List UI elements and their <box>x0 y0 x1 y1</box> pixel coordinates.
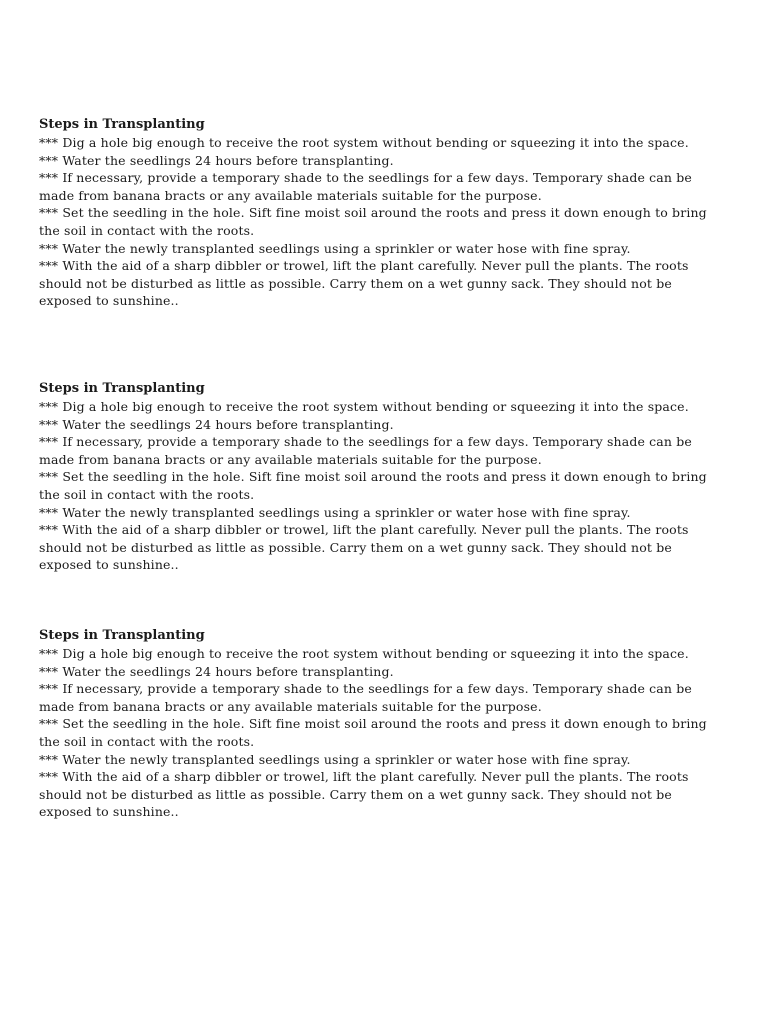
step-item: *** Set the seedling in the hole. Sift fine moist soil around the roots and press it down enough to bring the soil in contact with the roots. <box>39 469 707 502</box>
section-heading: Steps in Transplanting <box>39 117 205 132</box>
section-heading: Steps in Transplanting <box>39 381 205 396</box>
step-item: *** Water the newly transplanted seedlings using a sprinkler or water hose with fine spray. <box>39 240 631 256</box>
step-item: *** Water the seedlings 24 hours before transplanting. <box>39 416 394 432</box>
step-item: *** Water the newly transplanted seedlings using a sprinkler or water hose with fine spray. <box>39 504 631 520</box>
step-item: *** Dig a hole big enough to receive the root system without bending or squeezing it into the space. <box>39 646 689 661</box>
step-item: *** Set the seedling in the hole. Sift fine moist soil around the roots and press it down enough to bring the soil in contact with the roots. <box>39 716 707 749</box>
step-item: *** Dig a hole big enough to receive the root system without bending or squeezing it into the space. <box>39 135 689 150</box>
step-item: *** Water the newly transplanted seedlings using a sprinkler or water hose with fine spray. <box>39 751 631 767</box>
step-item: *** Set the seedling in the hole. Sift fine moist soil around the roots and press it down enough to bring the soil in contact with the roots. <box>39 205 707 238</box>
steps-list <box>39 645 719 821</box>
step-item: *** Dig a hole big enough to receive the root system without bending or squeezing it into the space. <box>39 399 689 414</box>
step-item: *** Water the seedlings 24 hours before transplanting. <box>39 152 394 168</box>
step-item: *** Water the seedlings 24 hours before transplanting. <box>39 663 394 679</box>
step-item: *** If necessary, provide a temporary shade to the seedlings for a few days. Temporary shade can be made from banana bracts or any available materials suitable for the purpose. <box>39 170 692 203</box>
transplanting-section-2 <box>39 380 719 574</box>
step-item: *** With the aid of a sharp dibbler or trowel, lift the plant carefully. Never pull the plants. The roots should not be disturbed as little as possible. Carry them on a wet gunny sack. They should not be exposed to sunshine.. <box>39 522 689 573</box>
step-item: *** With the aid of a sharp dibbler or trowel, lift the plant carefully. Never pull the plants. The roots should not be disturbed as little as possible. Carry them on a wet gunny sack. They should not be exposed to sunshine.. <box>39 769 689 820</box>
steps-list <box>39 398 719 574</box>
steps-list <box>39 134 719 310</box>
step-item: *** If necessary, provide a temporary shade to the seedlings for a few days. Temporary shade can be made from banana bracts or any available materials suitable for the purpose. <box>39 434 692 467</box>
transplanting-section-3 <box>39 627 719 821</box>
step-item: *** With the aid of a sharp dibbler or trowel, lift the plant carefully. Never pull the plants. The roots should not be disturbed as little as possible. Carry them on a wet gunny sack. They should not be exposed to sunshine.. <box>39 258 689 309</box>
step-item: *** If necessary, provide a temporary shade to the seedlings for a few days. Temporary shade can be made from banana bracts or any available materials suitable for the purpose. <box>39 681 692 714</box>
transplanting-section-1 <box>39 116 719 310</box>
section-heading: Steps in Transplanting <box>39 628 205 643</box>
